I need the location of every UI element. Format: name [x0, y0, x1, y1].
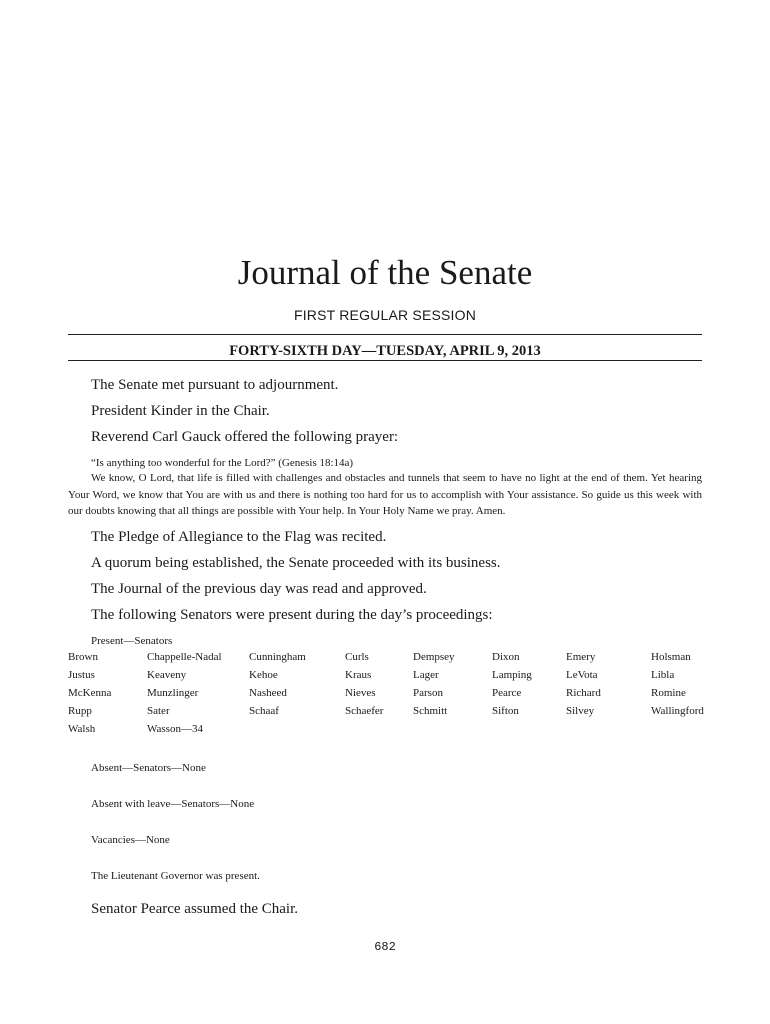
senator-name: Dempsey [413, 651, 455, 663]
vacancies-line: Vacancies—None [91, 834, 170, 846]
top-rule [68, 334, 702, 335]
proceeding-line: The Pledge of Allegiance to the Flag was recited. [91, 529, 387, 545]
senator-name: Justus [68, 669, 95, 681]
roster-row [68, 687, 728, 705]
senator-name: Holsman [651, 651, 691, 663]
senator-name [345, 723, 413, 741]
senator-name: Sater [147, 705, 170, 717]
prayer-text: We know, O Lord, that life is filled with challenges and obstacles and tunnels that seem to have no light at the end of them. Yet hearing Your Word, we know that You are with us and there is nothing too hard for us to accomplish with Your assistance. So guide us this week with our doubts knowing that all things are possible with Your help. In Your Holy Name we pray. Amen. [68, 472, 702, 517]
day-heading: FORTY-SIXTH DAY—TUESDAY, APRIL 9, 2013 [229, 343, 541, 359]
proceeding-line: The Journal of the previous day was read and approved. [91, 581, 427, 597]
senator-name: Lager [413, 669, 439, 681]
senator-name: Parson [413, 687, 443, 699]
senator-name: Schmitt [413, 705, 448, 717]
proceeding-line: A quorum being established, the Senate proceeded with its business. [91, 555, 501, 571]
senator-name: Emery [566, 651, 596, 663]
senator-name: Rupp [68, 705, 92, 717]
roster-row [68, 723, 728, 741]
senator-name: Schaefer [345, 705, 384, 717]
senator-name: Libla [651, 669, 675, 681]
senator-name: Sifton [492, 705, 519, 717]
senator-name: Lamping [492, 669, 532, 681]
prayer-quote: “Is anything too wonderful for the Lord?” (Genesis 18:14a) [91, 457, 354, 469]
senator-name [566, 723, 651, 741]
senator-name: Dixon [492, 651, 520, 663]
senator-name: Keaveny [147, 669, 187, 681]
present-heading: Present—Senators [91, 635, 173, 647]
senator-name: Kraus [345, 669, 372, 681]
lieutenant-governor-line: The Lieutenant Governor was present. [91, 870, 260, 882]
senator-name: Wallingford [651, 705, 704, 717]
senator-name: Pearce [492, 687, 522, 699]
senator-name: Brown [68, 651, 98, 663]
senator-name: Schaaf [249, 705, 279, 717]
senator-name: Romine [651, 687, 686, 699]
senator-name: Wasson—34 [147, 723, 203, 735]
proceeding-line: The following Senators were present during the day’s proceedings: [91, 607, 493, 623]
roster-row [68, 705, 728, 723]
senator-name: Silvey [566, 705, 595, 717]
roster-row [68, 669, 728, 687]
senator-name: Curls [345, 651, 369, 663]
senator-name: Munzlinger [147, 687, 199, 699]
absent-line: Absent—Senators—None [91, 762, 206, 774]
senator-name: Richard [566, 687, 601, 699]
senator-name: Nasheed [249, 687, 287, 699]
senator-name: McKenna [68, 687, 112, 699]
senator-name: LeVota [566, 669, 598, 681]
absent-with-leave-line: Absent with leave—Senators—None [91, 798, 255, 810]
senator-name [651, 723, 728, 741]
opening-line: President Kinder in the Chair. [91, 403, 270, 419]
senator-name: Cunningham [249, 651, 306, 663]
senator-name [413, 723, 492, 741]
page-number: 682 [374, 940, 396, 954]
senator-name [492, 723, 566, 741]
session-label: FIRST REGULAR SESSION [293, 307, 477, 323]
document-title: Journal of the Senate [237, 253, 533, 292]
senator-name: Walsh [68, 723, 96, 735]
senator-roster [68, 651, 728, 741]
opening-line: The Senate met pursuant to adjournment. [91, 377, 339, 393]
bottom-rule [68, 360, 702, 361]
closing-line: Senator Pearce assumed the Chair. [91, 901, 299, 917]
senator-name [249, 723, 345, 741]
senator-name: Kehoe [249, 669, 278, 681]
roster-row [68, 651, 728, 669]
senator-name: Nieves [345, 687, 376, 699]
opening-line: Reverend Carl Gauck offered the following prayer: [91, 429, 399, 445]
senator-name: Chappelle-Nadal [147, 651, 222, 663]
